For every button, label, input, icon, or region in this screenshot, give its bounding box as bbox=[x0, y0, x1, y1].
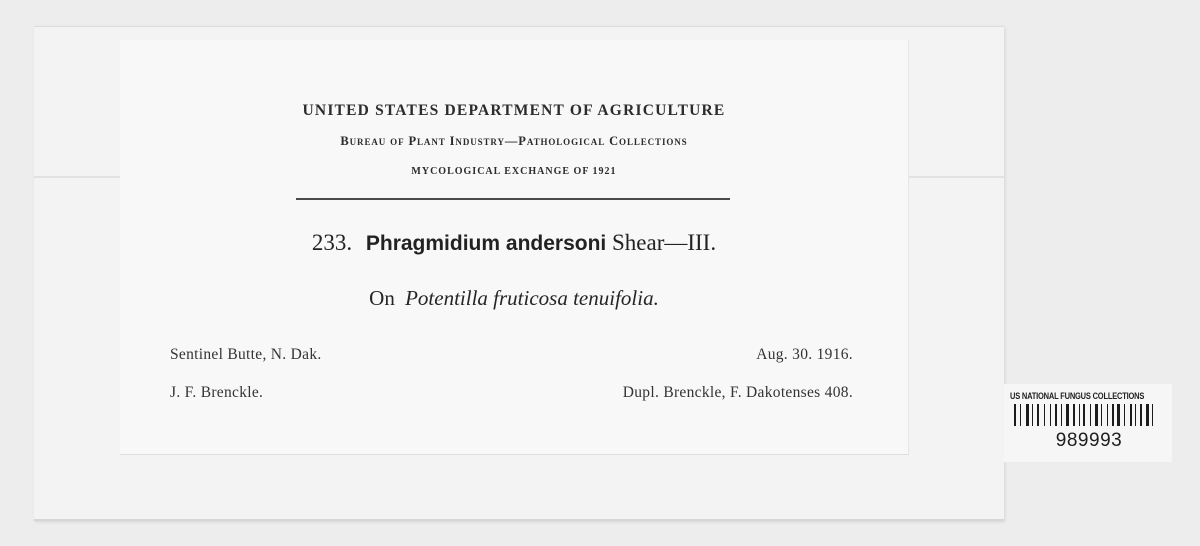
barcode-stripe bbox=[1026, 404, 1029, 426]
barcode-stripe bbox=[1115, 404, 1116, 426]
barcode-stripe bbox=[1061, 404, 1062, 426]
barcode-label bbox=[1004, 384, 1172, 462]
species-name: Phragmidium andersoni bbox=[365, 232, 607, 255]
barcode-stripe bbox=[1143, 404, 1144, 426]
barcode-stripe bbox=[1095, 404, 1098, 426]
host-line bbox=[120, 286, 908, 311]
barcode-stripe bbox=[1104, 404, 1106, 426]
barcode-stripe bbox=[1126, 404, 1128, 426]
species-line bbox=[120, 230, 908, 256]
collector: J. F. Brenckle. bbox=[170, 384, 264, 401]
barcode-stripe bbox=[1032, 404, 1033, 426]
specimen-label bbox=[120, 40, 909, 455]
barcode-stripe bbox=[1014, 404, 1016, 426]
header-divider bbox=[296, 198, 730, 200]
barcode-stripe bbox=[1155, 404, 1157, 426]
barcode-stripe bbox=[1083, 404, 1085, 426]
barcode-stripe bbox=[1073, 404, 1075, 426]
barcode-stripe bbox=[1107, 404, 1108, 426]
specimen-number: 233. bbox=[311, 230, 353, 255]
barcode-stripe bbox=[1146, 404, 1149, 426]
barcode-stripe bbox=[1055, 404, 1057, 426]
barcode-stripe bbox=[1040, 404, 1042, 426]
barcode-stripe bbox=[1152, 404, 1153, 426]
barcode-stripe bbox=[1035, 404, 1036, 426]
collection-date: Aug. 30. 1916. bbox=[756, 346, 853, 363]
barcode-number: 989993 bbox=[1055, 430, 1123, 451]
barcode-stripe bbox=[1030, 404, 1031, 426]
barcode-stripe bbox=[1138, 404, 1139, 426]
barcode-bars bbox=[1014, 404, 1164, 426]
barcode-stripe bbox=[1133, 404, 1134, 426]
barcode-stripe bbox=[1071, 404, 1072, 426]
barcode-stripe bbox=[1018, 404, 1019, 426]
barcode-stripe bbox=[1020, 404, 1021, 426]
barcode-stripe bbox=[1079, 404, 1080, 426]
barcode-stripe bbox=[1099, 404, 1100, 426]
barcode-stripe bbox=[1135, 404, 1136, 426]
barcode-stripe bbox=[1066, 404, 1069, 426]
barcode-stripe bbox=[1037, 404, 1039, 426]
label-header-department: UNITED STATES DEPARTMENT OF AGRICULTURE bbox=[302, 102, 726, 119]
locality: Sentinel Butte, N. Dak. bbox=[170, 346, 322, 363]
host-name: Potentilla fruticosa tenuifolia. bbox=[405, 286, 659, 310]
barcode-stripe bbox=[1140, 404, 1142, 426]
host-prefix: On bbox=[369, 286, 395, 310]
barcode-stripe bbox=[1087, 404, 1089, 426]
barcode-stripe bbox=[1081, 404, 1082, 426]
label-header-exchange: MYCOLOGICAL EXCHANGE OF 1921 bbox=[411, 166, 617, 177]
barcode-stripe bbox=[1109, 404, 1110, 426]
barcode-stripe bbox=[1090, 404, 1091, 426]
barcode-stripe bbox=[1112, 404, 1114, 426]
barcode-stripe bbox=[1076, 404, 1077, 426]
barcode-stripe bbox=[1117, 404, 1120, 426]
barcode-stripe bbox=[1150, 404, 1151, 426]
barcode-stripe bbox=[1022, 404, 1024, 426]
barcode-stripe bbox=[1101, 404, 1102, 426]
barcode-stripe bbox=[1124, 404, 1125, 426]
barcode-stripe bbox=[1063, 404, 1065, 426]
species-authority: Shear—III. bbox=[612, 230, 717, 255]
duplicate-series: Dupl. Brenckle, F. Dakotenses 408. bbox=[622, 384, 853, 401]
barcode-header: US NATIONAL FUNGUS COLLECTIONS bbox=[1010, 390, 1145, 402]
barcode-stripe bbox=[1058, 404, 1059, 426]
label-header-bureau: Bureau of Plant Industry—Pathological Collections bbox=[340, 134, 688, 148]
barcode-stripe bbox=[1122, 404, 1123, 426]
barcode-stripe bbox=[1130, 404, 1132, 426]
barcode-stripe bbox=[1044, 404, 1045, 426]
barcode-stripe bbox=[1053, 404, 1054, 426]
barcode-stripe bbox=[1092, 404, 1093, 426]
barcode-stripe bbox=[1050, 404, 1051, 426]
barcode-stripe bbox=[1046, 404, 1049, 426]
